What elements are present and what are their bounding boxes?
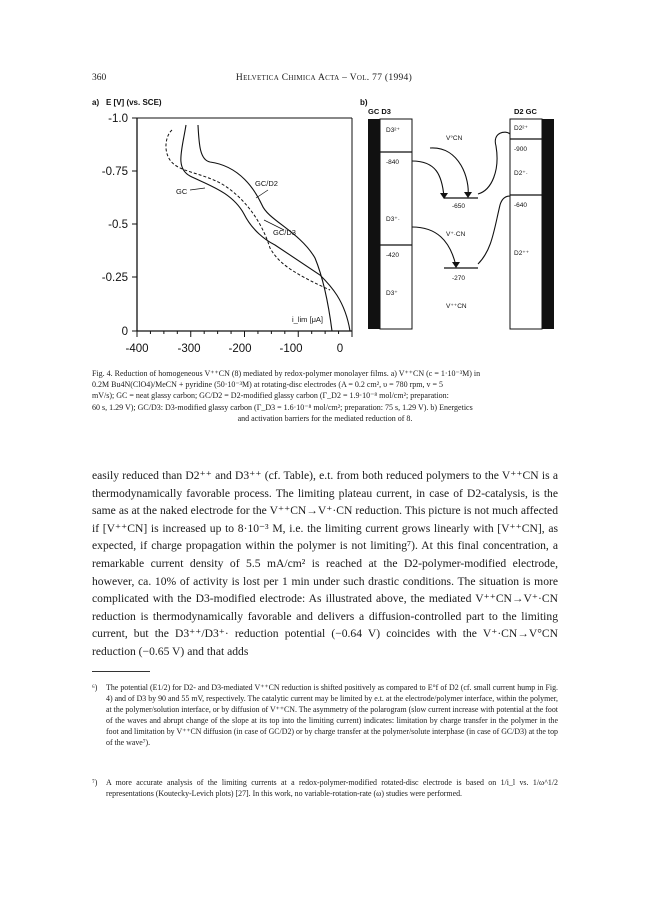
x-tick-label: 0 bbox=[336, 343, 344, 355]
x-tick-label: -200 bbox=[228, 343, 252, 355]
level-label: -840 bbox=[386, 159, 400, 166]
y-tick-label: -1.0 bbox=[108, 113, 128, 125]
level-label: D2²⁺ bbox=[514, 125, 528, 132]
panel-b-label: b) bbox=[360, 98, 368, 107]
caption-line: and activation barriers for the mediated reduction of 8. bbox=[237, 413, 413, 423]
footnote bbox=[92, 683, 558, 748]
transfer-arrow bbox=[478, 196, 510, 264]
y-tick-label: 0 bbox=[121, 326, 128, 338]
level-label: D3⁺ bbox=[386, 290, 398, 297]
series-line-gc-d3 bbox=[181, 125, 350, 331]
curve-pointer-gc bbox=[190, 188, 205, 190]
transfer-arrow bbox=[478, 132, 510, 194]
x-tick-label: -300 bbox=[177, 343, 201, 355]
x-axis-label: i_lim [μA] bbox=[292, 315, 323, 324]
transfer-arrow bbox=[430, 148, 468, 196]
footnote bbox=[92, 778, 558, 800]
caption-line: mV/s); GC = neat glassy carbon; GC/D2 = D2-modified glassy carbon (Γ_D2 = 1.9·10⁻⁸ mol/cm²; preparation: bbox=[92, 391, 449, 401]
curve-pointer-gc-d2 bbox=[256, 190, 268, 198]
y-tick-label: -0.5 bbox=[108, 219, 128, 231]
level-label: D3²⁺ bbox=[386, 127, 400, 134]
gc-electrode-left bbox=[368, 119, 380, 329]
level-label: -420 bbox=[386, 252, 400, 259]
footnote-text: A more accurate analysis of the limiting currents at a redox-polymer-modified rotated-disc electrode is based on 1/i_l vs. 1/ω^1/2 representations (Koutecky-Levich plots) [27]. In this work, no variable-rotation-rate (ω) studies were performed. bbox=[106, 778, 558, 798]
curve-label-gc-d3: GC/D3 bbox=[273, 228, 296, 237]
y-axis-label: E [V] (vs. SCE) bbox=[106, 98, 162, 107]
caption-line: 60 s, 1.29 V); GC/D3: D3-modified glassy carbon (Γ_D3 = 1.6·10⁻⁸ mol/cm²; preparation: 75 s, 1.29 V). b) Energetics bbox=[92, 402, 473, 412]
series-line-gc bbox=[166, 130, 330, 290]
figure-caption bbox=[92, 368, 558, 424]
level-label: -270 bbox=[452, 275, 466, 282]
level-label: -900 bbox=[514, 146, 528, 153]
x-tick-label: -400 bbox=[125, 343, 149, 355]
level-label: V⁺·CN bbox=[446, 231, 466, 238]
head-left: GC D3 bbox=[368, 107, 391, 116]
gc-electrode-right bbox=[542, 119, 554, 329]
footnote-number: ⁷) bbox=[92, 778, 98, 787]
y-tick-label: -0.25 bbox=[101, 272, 128, 284]
journal-header: Helvetica Chimica Acta – Vol. 77 (1994) bbox=[235, 73, 413, 83]
head-right: D2 GC bbox=[514, 107, 537, 116]
level-label: D2⁺⁺ bbox=[514, 250, 530, 257]
curve-label-gc: GC bbox=[176, 187, 188, 196]
footnote-rule bbox=[92, 671, 150, 672]
d3-column bbox=[380, 119, 412, 329]
x-tick-label: -100 bbox=[279, 343, 303, 355]
series-line-gc-d2 bbox=[198, 125, 332, 331]
level-label: D3⁺· bbox=[386, 216, 400, 223]
footnote-text: The potential (E1/2) for D2- and D3-mediated V⁺⁺CN reduction is shifted positively as compared to E°f of D2 (cf. small current hump in Fig. 4) and of D3 by 90 and 55 mV, respectively. The catalytic current may be limited by e.t. at the electrode/polymer interface, within the polymer, at the polymer/solution interface, or by diffusion of V⁺⁺CN. The asymmetry of the polarogram (slow current increase with potential at the foot of the waves and abrupt change of the slope at its top into the limiting current) indicates: limitation by charge transfer in the polymer in the foot and limitation by V⁺⁺CN diffusion (in case of GC/D2) or by charge transfer at the polymer/solute interphase (in case of GC/D3) at the top of the wave⁷). bbox=[106, 683, 558, 747]
level-label: D2⁺· bbox=[514, 170, 528, 177]
level-label: V°CN bbox=[446, 135, 463, 142]
body-paragraph: easily reduced than D2⁺⁺ and D3⁺⁺ (cf. Table), e.t. from both reduced polymers to the V⁺⁺CN is a thermodynamically favorable process. The limiting plateau current, in case of D2-catalysis, is the same as at the naked electrode for the V⁺⁺CN→V⁺·CN reduction. This picture is not much affected if [V⁺⁺CN] is increased up to 8·10⁻³ M, i.e. the limiting current grows linearly with [V⁺⁺CN], as expected, if charge propagation within the polymer is not limiting⁷). At this final concentration, a remarkable current density of 5.5 mA/cm² is reached at the D2-polymer-modified electrode, however, ca. 10% of activity is lost per 1 min under such drastic conditions. The situation is more complicated with the D3-modified electrode: As illustrated above, the mediated V⁺⁺CN→V⁺·CN reduction is thermodynamically favorable and delivers a diffusion-controlled part to the limiting current, but the D3⁺⁺/D3⁺· reduction potential (−0.64 V) coincides with the V⁺·CN→V°CN reduction (−0.65 V) and that adds bbox=[92, 469, 558, 658]
arrowhead bbox=[464, 192, 472, 198]
page-number: 360 bbox=[92, 73, 107, 83]
footnote-number: ⁶) bbox=[92, 683, 98, 692]
axis-ticks bbox=[132, 118, 352, 337]
curve-label-gc-d2: GC/D2 bbox=[255, 179, 278, 188]
y-tick-label: -0.75 bbox=[101, 166, 128, 178]
level-label: -650 bbox=[452, 203, 466, 210]
level-label: -640 bbox=[514, 202, 528, 209]
arrowhead bbox=[452, 262, 460, 268]
transfer-arrow bbox=[412, 161, 444, 197]
caption-line: Fig. 4. Reduction of homogeneous V⁺⁺CN (8) mediated by redox-polymer monolayer films. a) V⁺⁺CN (c = 1·10⁻³M) in bbox=[92, 369, 481, 378]
panel-a-label: a) bbox=[92, 98, 100, 107]
level-label: V⁺⁺CN bbox=[446, 303, 467, 310]
caption-line: 0.2M Bu4N(ClO4)/MeCN + pyridine (50·10⁻³M) at rotating-disc electrodes (A = 0.2 cm², υ = 780 rpm, v = 5 bbox=[92, 380, 443, 390]
chart-frame bbox=[137, 118, 352, 331]
